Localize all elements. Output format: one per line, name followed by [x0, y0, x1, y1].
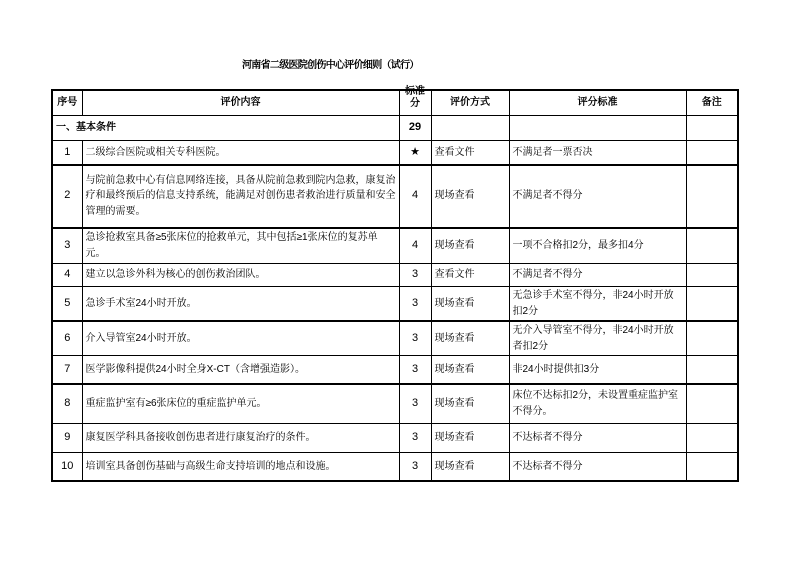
- method-cell: 现场查看: [431, 287, 509, 322]
- table-row: [52, 287, 738, 322]
- method-cell: 现场查看: [431, 356, 509, 384]
- score-cell: 3: [399, 424, 431, 453]
- content-cell: 建立以急诊外科为核心的创伤救治团队。: [82, 264, 399, 287]
- criteria-cell: 床位不达标扣2分，未设置重症监护室不得分。: [509, 384, 686, 424]
- section-total-score: 29: [399, 116, 431, 141]
- table-row: [52, 165, 738, 228]
- criteria-cell: 不满足者不得分: [509, 165, 686, 228]
- remark-cell: [686, 287, 738, 322]
- content-cell: 与院前急救中心有信息网络连接，具备从院前急救到院内急救，康复治疗和最终预后的信息支持系统，能满足对创伤患者救治进行质量和安全管理的需要。: [82, 165, 399, 228]
- score-cell: 3: [399, 356, 431, 384]
- document-title: 河南省二级医院创伤中心评价细则（试行）: [242, 60, 419, 71]
- criteria-cell: 不达标者不得分: [509, 424, 686, 453]
- score-cell: 3: [399, 453, 431, 481]
- row-number-cell: 2: [52, 165, 82, 228]
- criteria-cell: 无介入导管室不得分，非24小时开放者扣2分: [509, 321, 686, 356]
- criteria-cell: 不满足者不得分: [509, 264, 686, 287]
- score-cell: 4: [399, 165, 431, 228]
- method-cell: 现场查看: [431, 424, 509, 453]
- method-cell: 现场查看: [431, 321, 509, 356]
- score-cell: 3: [399, 264, 431, 287]
- row-number-cell: 6: [52, 321, 82, 356]
- score-cell: 3: [399, 384, 431, 424]
- row-number-cell: 1: [52, 141, 82, 165]
- criteria-cell: 不满足者一票否决: [509, 141, 686, 165]
- remark-cell: [686, 356, 738, 384]
- criteria-cell: 一项不合格扣2分，最多扣4分: [509, 228, 686, 264]
- table-row: [52, 321, 738, 356]
- content-cell: 急诊抢救室具备≥5张床位的抢救单元，其中包括≥1张床位的复苏单元。: [82, 228, 399, 264]
- empty-criteria-cell: [509, 116, 686, 141]
- criteria-cell: 非24小时提供扣3分: [509, 356, 686, 384]
- content-cell: 急诊手术室24小时开放。: [82, 287, 399, 322]
- col-header-content: 评价内容: [82, 90, 399, 116]
- row-number-cell: 4: [52, 264, 82, 287]
- method-cell: 现场查看: [431, 384, 509, 424]
- method-cell: 现场查看: [431, 228, 509, 264]
- section-title: 一、基本条件: [52, 116, 399, 141]
- score-cell: ★: [399, 141, 431, 165]
- remark-cell: [686, 141, 738, 165]
- table-header-row: [52, 90, 738, 116]
- criteria-cell: 不达标者不得分: [509, 453, 686, 481]
- remark-cell: [686, 264, 738, 287]
- col-header-score-label: 标准分: [405, 85, 425, 109]
- row-number-cell: 9: [52, 424, 82, 453]
- row-number-cell: 7: [52, 356, 82, 384]
- row-number-cell: 10: [52, 453, 82, 481]
- method-cell: 查看文件: [431, 141, 509, 165]
- evaluation-table: [51, 85, 739, 482]
- content-cell: 重症监护室有≥6张床位的重症监护单元。: [82, 384, 399, 424]
- score-cell: 3: [399, 321, 431, 356]
- table-row: [52, 356, 738, 384]
- remark-cell: [686, 228, 738, 264]
- method-cell: 现场查看: [431, 165, 509, 228]
- method-cell: 查看文件: [431, 264, 509, 287]
- remark-cell: [686, 165, 738, 228]
- content-cell: 康复医学科具备接收创伤患者进行康复治疗的条件。: [82, 424, 399, 453]
- remark-cell: [686, 384, 738, 424]
- col-header-criteria: 评分标准: [509, 90, 686, 116]
- score-cell: 3: [399, 287, 431, 322]
- col-header-no: 序号: [52, 90, 82, 116]
- row-number-cell: 5: [52, 287, 82, 322]
- section-row-basic-conditions: [52, 116, 738, 141]
- criteria-cell: 无急诊手术室不得分，非24小时开放扣2分: [509, 287, 686, 322]
- row-number-cell: 3: [52, 228, 82, 264]
- table-row: [52, 264, 738, 287]
- remark-cell: [686, 453, 738, 481]
- content-cell: 二级综合医院或相关专科医院。: [82, 141, 399, 165]
- col-header-remark: 备注: [686, 90, 738, 116]
- table-row: [52, 384, 738, 424]
- table-row: [52, 424, 738, 453]
- method-cell: 现场查看: [431, 453, 509, 481]
- empty-method-cell: [431, 116, 509, 141]
- row-number-cell: 8: [52, 384, 82, 424]
- content-cell: 培训室具备创伤基础与高级生命支持培训的地点和设施。: [82, 453, 399, 481]
- table-row: [52, 228, 738, 264]
- col-header-method: 评价方式: [431, 90, 509, 116]
- remark-cell: [686, 321, 738, 356]
- score-cell: 4: [399, 228, 431, 264]
- col-header-score: [399, 85, 431, 116]
- empty-remark-cell: [686, 116, 738, 141]
- table-row: [52, 453, 738, 481]
- content-cell: 介入导管室24小时开放。: [82, 321, 399, 356]
- remark-cell: [686, 424, 738, 453]
- table-row: [52, 141, 738, 165]
- content-cell: 医学影像科提供24小时全身X-CT（含增强造影）。: [82, 356, 399, 384]
